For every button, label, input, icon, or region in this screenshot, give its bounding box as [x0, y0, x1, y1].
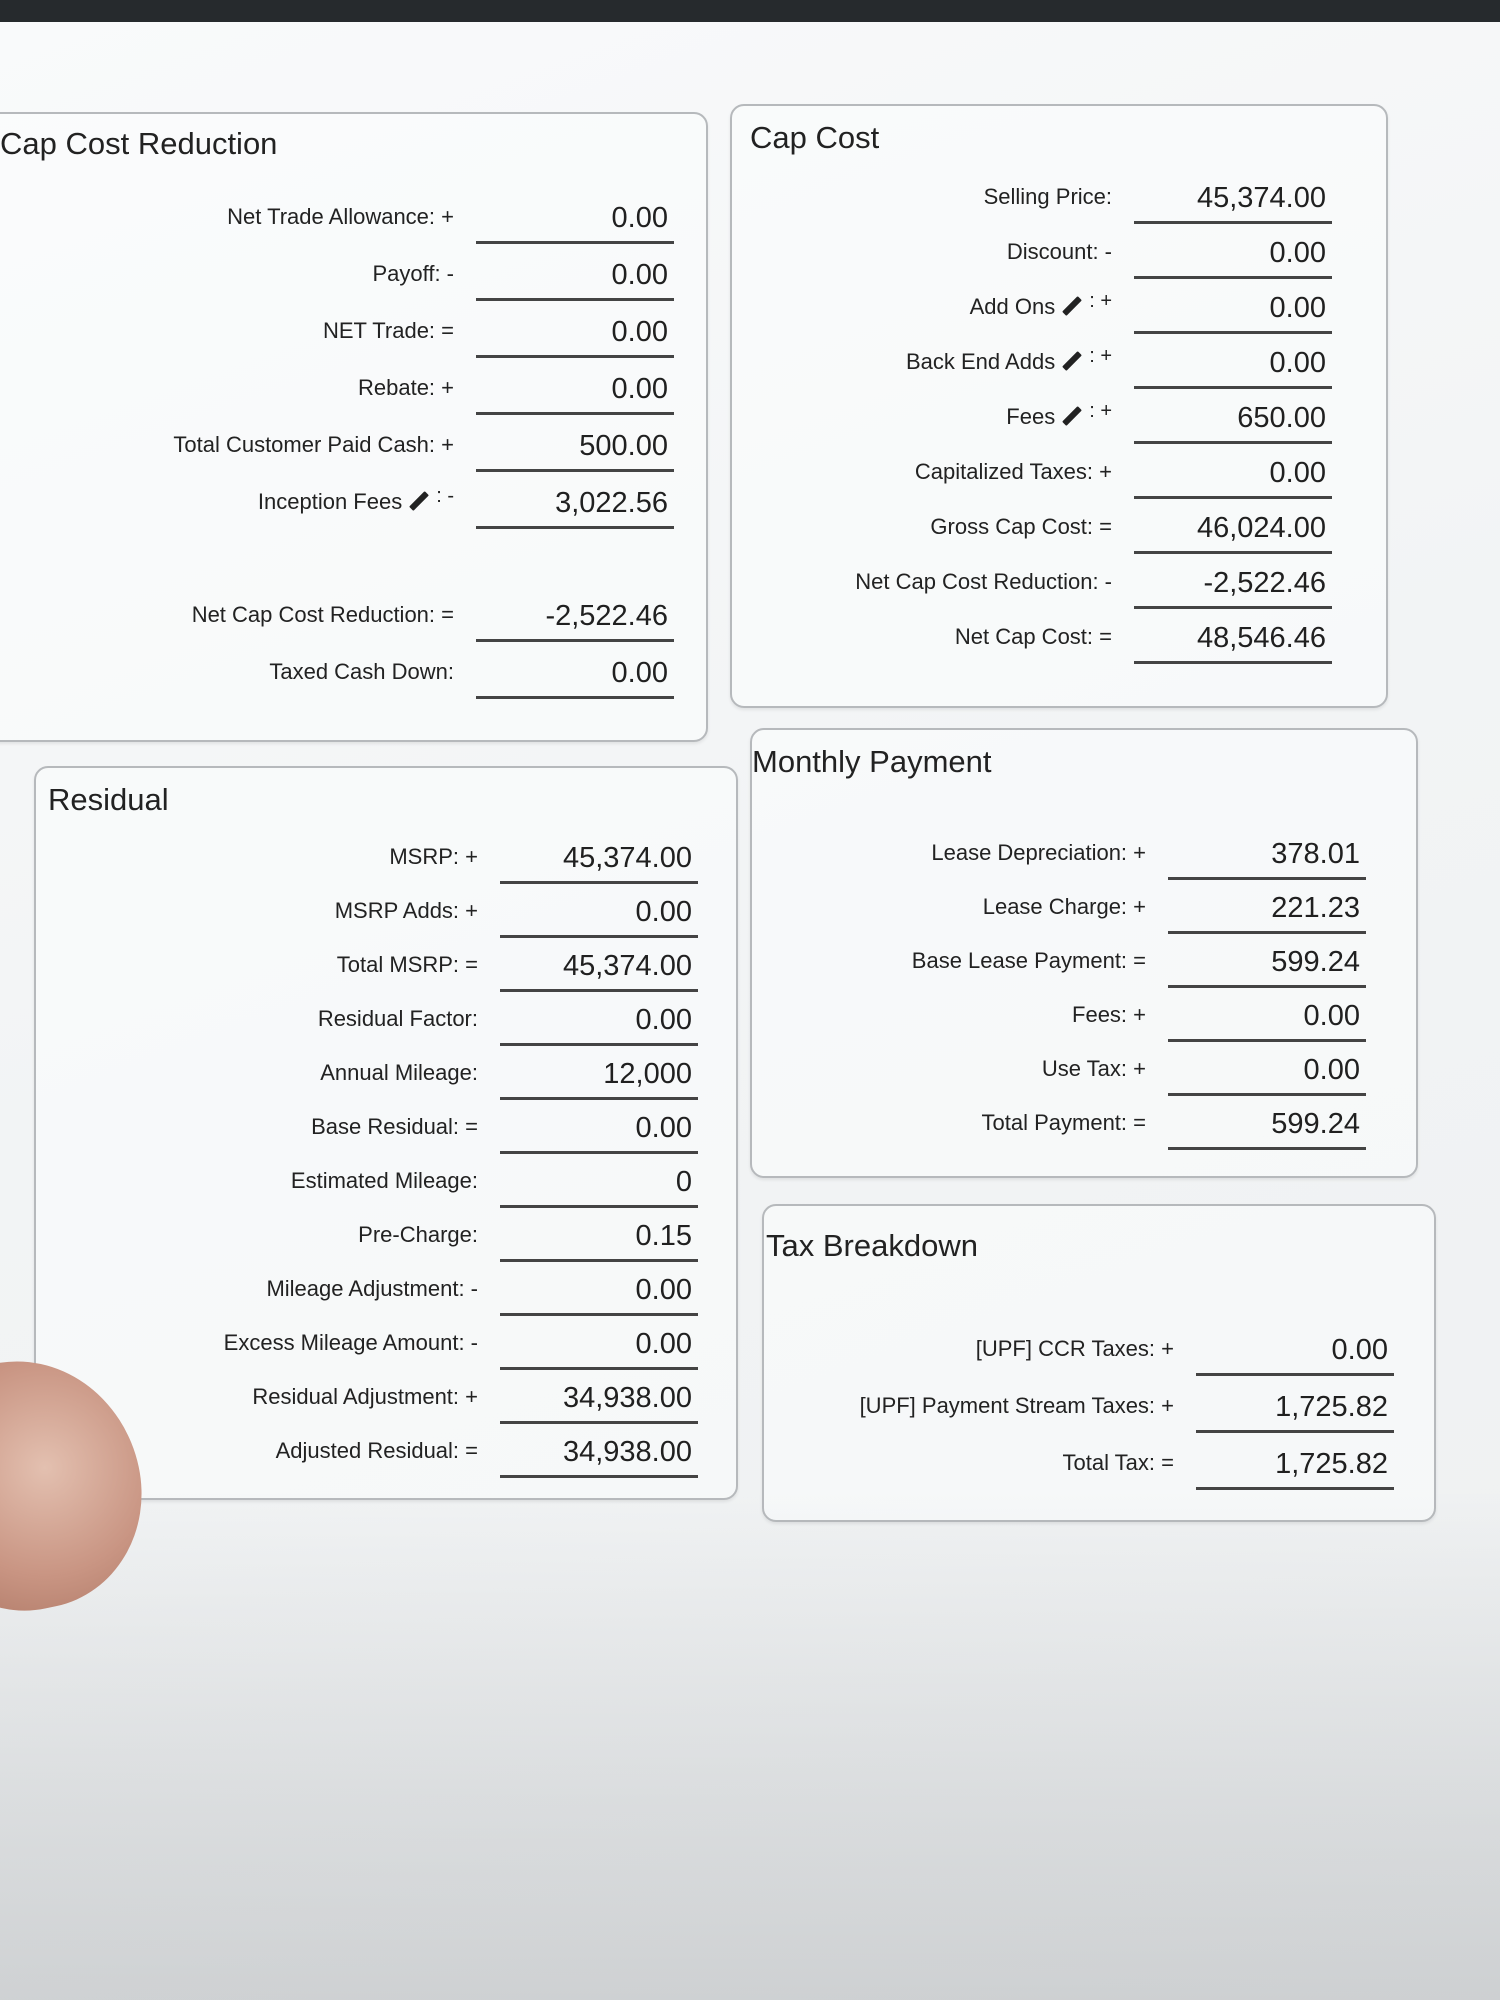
field-label: MSRP Adds: + [334, 898, 478, 923]
field-label: Discount: - [1006, 239, 1112, 264]
field-label-text: Fees [1006, 404, 1056, 429]
field-label: Lease Charge: + [982, 894, 1146, 919]
field-value[interactable]: 0.00 [1134, 343, 1332, 389]
field-net-cap-cost [732, 604, 1332, 664]
field-value[interactable]: 0.00 [500, 1324, 698, 1370]
field-label [905, 344, 1112, 375]
field-label: Adjusted Residual: = [275, 1438, 478, 1463]
field-label: Excess Mileage Amount: - [223, 1330, 478, 1355]
field-value[interactable]: 0.00 [476, 198, 674, 244]
field-value[interactable]: 0.00 [1196, 1330, 1394, 1376]
field-add-ons [732, 274, 1332, 334]
pencil-icon[interactable] [408, 491, 430, 513]
field-label: Base Lease Payment: = [911, 948, 1146, 973]
field-lease-charge [752, 874, 1366, 934]
field-operator: : + [1089, 344, 1112, 367]
field-value[interactable]: 378.01 [1168, 834, 1366, 880]
field-value[interactable]: 0.00 [500, 1108, 698, 1154]
field-fees [732, 384, 1332, 444]
field-rebate [0, 355, 674, 415]
field-value[interactable]: 45,374.00 [1134, 178, 1332, 224]
field-value[interactable]: 0.00 [500, 1270, 698, 1316]
field-value[interactable]: 0.00 [1134, 233, 1332, 279]
pencil-icon[interactable] [1061, 296, 1083, 318]
field-label: Annual Mileage: [320, 1060, 478, 1085]
field-label: Base Residual: = [311, 1114, 478, 1139]
field-back-end-adds [732, 329, 1332, 389]
field-label [1006, 399, 1112, 430]
field-label: Capitalized Taxes: + [914, 459, 1112, 484]
field-value[interactable]: 221.23 [1168, 888, 1366, 934]
tax-breakdown-card [762, 1204, 1436, 1522]
field-value[interactable]: 0.00 [476, 255, 674, 301]
field-label: Total Customer Paid Cash: + [173, 432, 454, 457]
field-label: [UPF] CCR Taxes: + [975, 1336, 1174, 1361]
field-annual-mileage [36, 1040, 698, 1100]
field-value[interactable]: 0.00 [500, 1000, 698, 1046]
field-label-text: Back End Adds [905, 349, 1056, 374]
field-label: MSRP: + [389, 844, 478, 869]
pencil-icon[interactable] [1061, 351, 1083, 373]
card-title: Cap Cost [750, 120, 880, 155]
field-fees [752, 982, 1366, 1042]
field-value[interactable]: 45,374.00 [500, 838, 698, 884]
field-label: Mileage Adjustment: - [266, 1276, 478, 1301]
field-label: Gross Cap Cost: = [930, 514, 1112, 539]
field-value[interactable]: 34,938.00 [500, 1432, 698, 1478]
field-value[interactable]: 12,000 [500, 1054, 698, 1100]
field-estimated-mileage [36, 1148, 698, 1208]
field-label [969, 289, 1112, 320]
field-net-cap-cost-reduction [0, 582, 674, 642]
field-payoff [0, 241, 674, 301]
field-selling-price [732, 164, 1332, 224]
field-value[interactable]: 45,374.00 [500, 946, 698, 992]
field-msrp-adds [36, 878, 698, 938]
field-value[interactable]: 0.00 [1168, 1050, 1366, 1096]
field-base-residual [36, 1094, 698, 1154]
field-label: [UPF] Payment Stream Taxes: + [859, 1393, 1174, 1418]
field-value[interactable]: 650.00 [1134, 398, 1332, 444]
field-label: NET Trade: = [322, 318, 454, 343]
cap-cost-card [730, 104, 1388, 708]
field-label [257, 484, 454, 515]
field-value[interactable]: 0.00 [476, 369, 674, 415]
field-mileage-adjustment [36, 1256, 698, 1316]
field-label: Residual Adjustment: + [252, 1384, 478, 1409]
field-label: Net Trade Allowance: + [227, 204, 454, 229]
field-label: Estimated Mileage: [290, 1168, 478, 1193]
field-operator: : + [1089, 399, 1112, 422]
field-value[interactable]: 0.00 [1134, 453, 1332, 499]
field-value[interactable]: 0.00 [500, 892, 698, 938]
field-value[interactable]: 500.00 [476, 426, 674, 472]
field-value[interactable]: 1,725.82 [1196, 1387, 1394, 1433]
field-value[interactable]: 0.00 [1134, 288, 1332, 334]
field-capitalized-taxes [732, 439, 1332, 499]
field-taxed-cash-down [0, 639, 674, 699]
field-label: Lease Depreciation: + [931, 840, 1146, 865]
card-title: Tax Breakdown [766, 1228, 978, 1263]
field-value[interactable]: 3,022.56 [476, 483, 674, 529]
field-operator: : + [1089, 289, 1112, 312]
field-label: Use Tax: + [1041, 1056, 1146, 1081]
field-residual-adjustment [36, 1364, 698, 1424]
field-net-cap-cost-reduction [732, 549, 1332, 609]
field-label: Total MSRP: = [336, 952, 478, 977]
field-value[interactable]: 48,546.46 [1134, 618, 1332, 664]
field-label: Selling Price: [983, 184, 1112, 209]
field-label: Fees: + [1072, 1002, 1146, 1027]
field-value[interactable]: 34,938.00 [500, 1378, 698, 1424]
field-total-payment [752, 1090, 1366, 1150]
field-gross-cap-cost [732, 494, 1332, 554]
field-operator: : - [436, 484, 454, 507]
field-base-lease-payment [752, 928, 1366, 988]
field-value[interactable]: 0.00 [476, 653, 674, 699]
field-label-text: Add Ons [969, 294, 1056, 319]
field-value[interactable]: 0 [500, 1162, 698, 1208]
card-title: Monthly Payment [752, 744, 992, 779]
field-value[interactable]: 599.24 [1168, 1104, 1366, 1150]
field-excess-mileage-amount [36, 1310, 698, 1370]
field-total-msrp [36, 932, 698, 992]
field-value[interactable]: -2,522.46 [476, 596, 674, 642]
field-label: Residual Factor: [317, 1006, 478, 1031]
field-residual-factor [36, 986, 698, 1046]
field-inception-fees [0, 469, 674, 529]
field-label-text: Inception Fees [257, 489, 403, 514]
field-label: Total Tax: = [1062, 1450, 1174, 1475]
pencil-icon[interactable] [1061, 406, 1083, 428]
monthly-payment-card [750, 728, 1418, 1178]
field-value[interactable]: 599.24 [1168, 942, 1366, 988]
field-label: Net Cap Cost Reduction: - [855, 569, 1112, 594]
field-lease-depreciation [752, 820, 1366, 880]
card-title: Residual [48, 782, 169, 817]
field-value[interactable]: 1,725.82 [1196, 1444, 1394, 1490]
field-total-customer-paid-cash [0, 412, 674, 472]
field-label: Net Cap Cost Reduction: = [191, 602, 454, 627]
field-value[interactable]: 0.00 [476, 312, 674, 358]
field-value[interactable]: -2,522.46 [1134, 563, 1332, 609]
field-label: Total Payment: = [981, 1110, 1146, 1135]
field-value[interactable]: 0.00 [1168, 996, 1366, 1042]
field-label: Pre-Charge: [358, 1222, 478, 1247]
card-title: Cap Cost Reduction [0, 126, 278, 161]
field-label: Rebate: + [357, 375, 454, 400]
field-upf-ccr-taxes [764, 1316, 1394, 1376]
field-msrp [36, 824, 698, 884]
field-label: Net Cap Cost: = [954, 624, 1112, 649]
cap-cost-reduction-card [0, 112, 708, 742]
field-use-tax [752, 1036, 1366, 1096]
residual-card [34, 766, 738, 1500]
field-upf-payment-stream-taxes [764, 1373, 1394, 1433]
field-discount [732, 219, 1332, 279]
field-pre-charge [36, 1202, 698, 1262]
field-label: Payoff: - [372, 261, 454, 286]
field-label: Taxed Cash Down: [269, 659, 454, 684]
field-net-trade [0, 298, 674, 358]
field-value[interactable]: 46,024.00 [1134, 508, 1332, 554]
field-value[interactable]: 0.15 [500, 1216, 698, 1262]
field-total-tax [764, 1430, 1394, 1490]
field-net-trade-allowance [0, 184, 674, 244]
